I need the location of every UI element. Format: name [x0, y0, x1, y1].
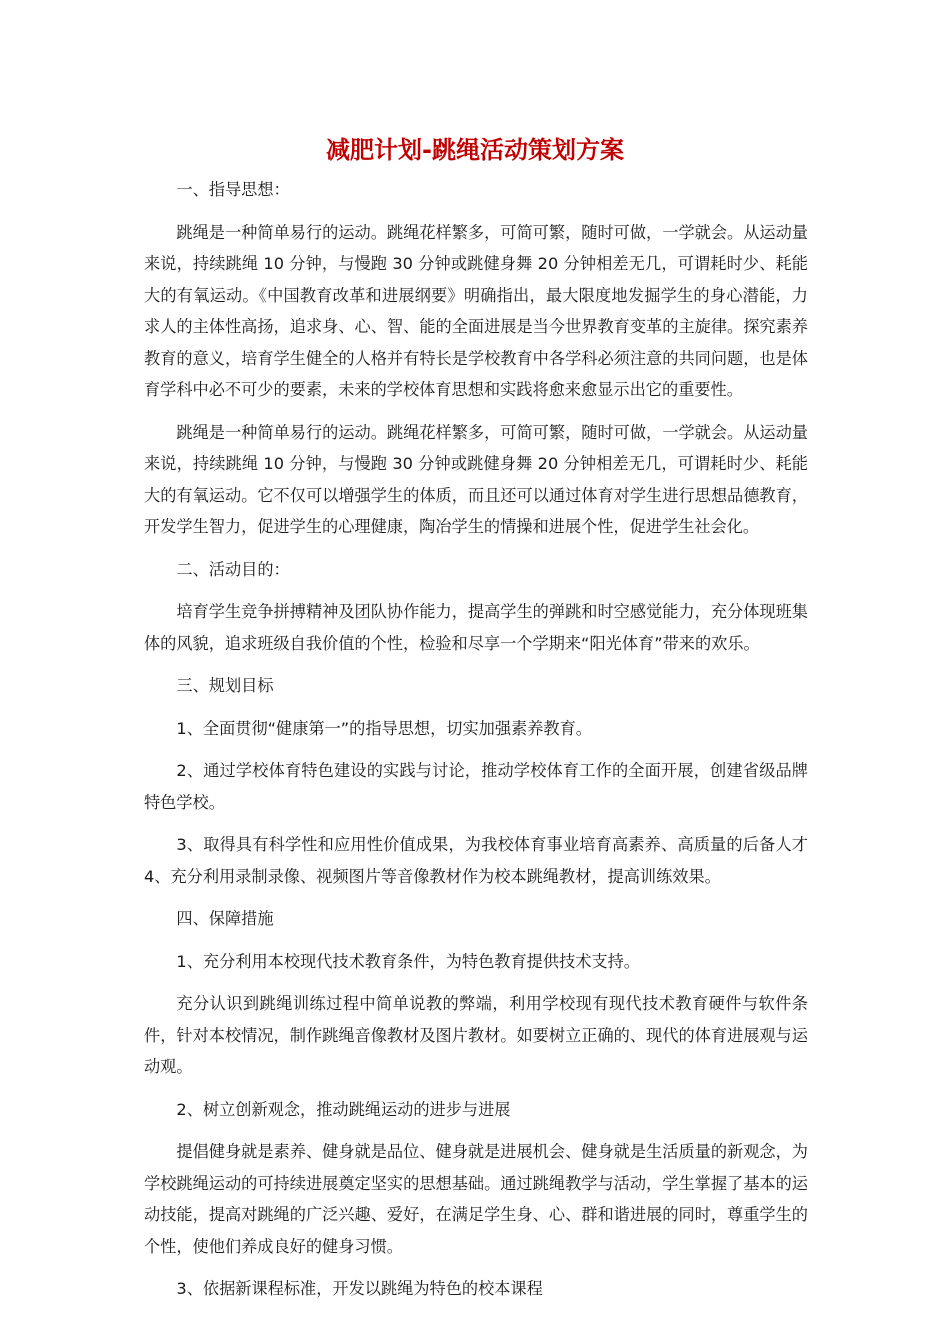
section-heading-planning-goals: 三、规划目标: [176, 676, 274, 695]
paragraph: 跳绳是一种简单易行的运动。跳绳花样繁多，可简可繁，随时可做，一学就会。从运动量来说，持续跳绳 10 分钟，与慢跑 30 分钟或跳健身舞 20 分钟相差无几，可谓耗时少、耗能大的有氧运动。它不仅可以增强学生的体质，而且还可以通过体育对学生进行思想品德教育，开发学生智力，促进学生的心理健康，陶冶学生的情操和进展个性，促进学生社会化。: [144, 422, 808, 536]
paragraph: 跳绳是一种简单易行的运动。跳绳花样繁多，可简可繁，随时可做，一学就会。从运动量来说，持续跳绳 10 分钟，与慢跑 30 分钟或跳健身舞 20 分钟相差无几，可谓耗时少、耗能大的有氧运动。《中国教育改革和进展纲要》明确指出，最大限度地发掘学生的身心潜能，力求人的主体性高扬，追求身、心、智、能的全面进展是当今世界教育变革的主旋律。探究素养教育的意义，培育学生健全的人格并有特长是学校教育中各学科必须注意的共同问题，也是体育学科中必不可少的要素，未来的学校体育思想和实践将愈来愈显示出它的重要性。: [144, 222, 808, 399]
list-item: 1、充分利用本校现代技术教育条件，为特色教育提供技术支持。: [176, 951, 640, 971]
list-item: 2、树立创新观念，推动跳绳运动的进步与进展: [176, 1099, 511, 1119]
paragraph: 培育学生竞争拼搏精神及团队协作能力，提高学生的弹跳和时空感觉能力，充分体现班集体的风貌，追求班级自我价值的个性，检验和尽享一个学期来“阳光体育”带来的欢乐。: [144, 602, 808, 653]
list-item: 3、依据新课程标准，开发以跳绳为特色的校本课程: [176, 1279, 543, 1298]
document-body: [144, 174, 808, 1316]
list-item: 1、全面贯彻“健康第一”的指导思想，切实加强素养教育。: [176, 718, 592, 738]
paragraph: 提倡健身就是素养、健身就是品位、健身就是进展机会、健身就是生活质量的新观念，为学校跳绳运动的可持续进展奠定坚实的思想基础。通过跳绳教学与活动，学生掌握了基本的运动技能，提高对跳绳的广泛兴趣、爱好，在满足学生身、心、群和谐进展的同时，尊重学生的个性，使他们养成良好的健身习惯。: [144, 1142, 808, 1256]
list-item: 2、通过学校体育特色建设的实践与讨论，推动学校体育工作的全面开展，创建省级品牌特色学校。: [144, 761, 808, 812]
section-heading-activity-purpose: 二、活动目的：: [176, 559, 290, 579]
document-title: 减肥计划-跳绳活动策划方案: [326, 136, 624, 164]
list-item: 3、取得具有科学性和应用性价值成果，为我校体育事业培育高素养、高质量的后备人才 4、充分利用录制录像、视频图片等音像教材作为校本跳绳教材，提高训练效果。: [144, 835, 808, 886]
paragraph: 充分认识到跳绳训练过程中简单说教的弊端，利用学校现有现代技术教育硬件与软件条件，针对本校情况，制作跳绳音像教材及图片教材。如要树立正确的、现代的体育进展观与运动观。: [144, 994, 808, 1076]
section-heading-guiding-ideology: 一、指导思想：: [176, 180, 290, 199]
section-heading-safeguard-measures: 四、保障措施: [176, 909, 274, 928]
